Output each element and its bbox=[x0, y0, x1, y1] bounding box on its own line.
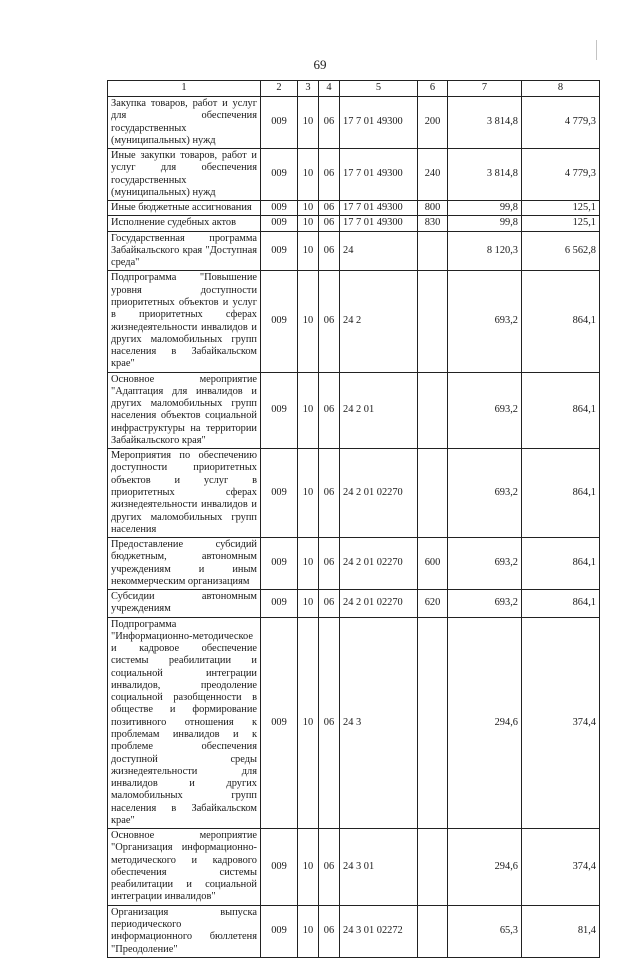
cell-col-4: 06 bbox=[319, 590, 340, 618]
page-number: 69 bbox=[313, 57, 327, 72]
cell-col-5: 24 2 01 02270 bbox=[340, 590, 418, 618]
cell-col-6 bbox=[418, 372, 448, 449]
cell-col-2: 009 bbox=[261, 905, 298, 957]
cell-col-6: 620 bbox=[418, 590, 448, 618]
budget-table bbox=[107, 80, 600, 958]
table-row bbox=[108, 216, 600, 231]
header-col-8: 8 bbox=[522, 81, 600, 97]
cell-name: Мероприятия по обеспечению доступности приоритетных объектов и услуг в приоритетных сферах жизнедеятельности инвалидов и других маломобильных групп населения bbox=[108, 449, 261, 538]
cell-col-5: 24 3 01 02272 bbox=[340, 905, 418, 957]
table-row bbox=[108, 617, 600, 829]
cell-col-2: 009 bbox=[261, 449, 298, 538]
cell-col-3: 10 bbox=[298, 149, 319, 201]
header-row bbox=[108, 81, 600, 97]
cell-col-8: 4 779,3 bbox=[522, 149, 600, 201]
table-row bbox=[108, 590, 600, 618]
cell-col-5: 24 2 01 02270 bbox=[340, 538, 418, 590]
cell-col-8: 4 779,3 bbox=[522, 97, 600, 149]
cell-col-3: 10 bbox=[298, 216, 319, 231]
cell-col-2: 009 bbox=[261, 216, 298, 231]
table-row bbox=[108, 271, 600, 372]
cell-col-8: 864,1 bbox=[522, 449, 600, 538]
cell-col-4: 06 bbox=[319, 97, 340, 149]
table-row bbox=[108, 231, 600, 271]
cell-name: Субсидии автономным учреждениям bbox=[108, 590, 261, 618]
header-col-5: 5 bbox=[340, 81, 418, 97]
cell-col-6 bbox=[418, 231, 448, 271]
cell-col-5: 24 bbox=[340, 231, 418, 271]
cell-col-5: 24 2 01 02270 bbox=[340, 449, 418, 538]
cell-name: Исполнение судебных актов bbox=[108, 216, 261, 231]
cell-col-3: 10 bbox=[298, 905, 319, 957]
cell-name: Государственная программа Забайкальского края "Доступная среда" bbox=[108, 231, 261, 271]
cell-name: Иные закупки товаров, работ и услуг для обеспечения государственных (муниципальных) нужд bbox=[108, 149, 261, 201]
cell-col-8: 864,1 bbox=[522, 372, 600, 449]
cell-name: Основное мероприятие "Адаптация для инвалидов и других маломобильных групп населения объектов социальной инфраструктуры на территории Забайкальского края" bbox=[108, 372, 261, 449]
cell-col-8: 374,4 bbox=[522, 617, 600, 829]
cell-col-7: 693,2 bbox=[448, 449, 522, 538]
cell-name: Предоставление субсидий бюджетным, автономным учреждениям и иным некоммерческим организациям bbox=[108, 538, 261, 590]
cell-col-4: 06 bbox=[319, 372, 340, 449]
cell-col-6: 200 bbox=[418, 97, 448, 149]
cell-col-2: 009 bbox=[261, 590, 298, 618]
table-body bbox=[108, 97, 600, 958]
scan-artifact-line bbox=[596, 40, 597, 60]
header-col-2: 2 bbox=[261, 81, 298, 97]
cell-col-4: 06 bbox=[319, 201, 340, 216]
cell-col-8: 6 562,8 bbox=[522, 231, 600, 271]
cell-col-6: 800 bbox=[418, 201, 448, 216]
cell-col-5: 17 7 01 49300 bbox=[340, 149, 418, 201]
cell-col-7: 3 814,8 bbox=[448, 149, 522, 201]
cell-col-8: 81,4 bbox=[522, 905, 600, 957]
cell-col-3: 10 bbox=[298, 538, 319, 590]
cell-col-5: 24 2 01 bbox=[340, 372, 418, 449]
cell-col-5: 17 7 01 49300 bbox=[340, 97, 418, 149]
cell-col-6 bbox=[418, 905, 448, 957]
header-col-6: 6 bbox=[418, 81, 448, 97]
cell-col-5: 17 7 01 49300 bbox=[340, 216, 418, 231]
cell-col-2: 009 bbox=[261, 538, 298, 590]
cell-col-4: 06 bbox=[319, 231, 340, 271]
cell-col-5: 24 2 bbox=[340, 271, 418, 372]
cell-col-3: 10 bbox=[298, 271, 319, 372]
cell-col-3: 10 bbox=[298, 617, 319, 829]
cell-col-4: 06 bbox=[319, 271, 340, 372]
cell-col-7: 65,3 bbox=[448, 905, 522, 957]
cell-col-7: 3 814,8 bbox=[448, 97, 522, 149]
cell-col-4: 06 bbox=[319, 216, 340, 231]
cell-col-3: 10 bbox=[298, 97, 319, 149]
table-row bbox=[108, 449, 600, 538]
cell-col-3: 10 bbox=[298, 201, 319, 216]
cell-name: Иные бюджетные ассигнования bbox=[108, 201, 261, 216]
header-col-1: 1 bbox=[108, 81, 261, 97]
cell-col-5: 17 7 01 49300 bbox=[340, 201, 418, 216]
cell-col-7: 693,2 bbox=[448, 271, 522, 372]
cell-col-7: 693,2 bbox=[448, 590, 522, 618]
cell-col-5: 24 3 bbox=[340, 617, 418, 829]
cell-col-7: 99,8 bbox=[448, 201, 522, 216]
cell-col-4: 06 bbox=[319, 149, 340, 201]
table-row bbox=[108, 905, 600, 957]
cell-col-2: 009 bbox=[261, 617, 298, 829]
cell-col-3: 10 bbox=[298, 449, 319, 538]
cell-col-4: 06 bbox=[319, 905, 340, 957]
cell-col-2: 009 bbox=[261, 97, 298, 149]
cell-col-4: 06 bbox=[319, 538, 340, 590]
table-row bbox=[108, 829, 600, 906]
cell-col-3: 10 bbox=[298, 231, 319, 271]
cell-col-3: 10 bbox=[298, 829, 319, 906]
header-col-7: 7 bbox=[448, 81, 522, 97]
table-row bbox=[108, 201, 600, 216]
table-row bbox=[108, 538, 600, 590]
cell-col-2: 009 bbox=[261, 149, 298, 201]
cell-col-6: 830 bbox=[418, 216, 448, 231]
cell-col-8: 864,1 bbox=[522, 590, 600, 618]
cell-col-8: 864,1 bbox=[522, 538, 600, 590]
cell-col-6: 240 bbox=[418, 149, 448, 201]
cell-col-7: 294,6 bbox=[448, 829, 522, 906]
cell-col-8: 125,1 bbox=[522, 216, 600, 231]
cell-col-4: 06 bbox=[319, 829, 340, 906]
table-row bbox=[108, 97, 600, 149]
header-col-4: 4 bbox=[319, 81, 340, 97]
cell-name: Закупка товаров, работ и услуг для обеспечения государственных (муниципальных) нужд bbox=[108, 97, 261, 149]
cell-col-2: 009 bbox=[261, 201, 298, 216]
cell-name: Подпрограмма "Повышение уровня доступности приоритетных объектов и услуг в приоритетных сферах жизнедеятельности инвалидов и других маломобильных групп населения в Забайкальском крае" bbox=[108, 271, 261, 372]
cell-col-8: 864,1 bbox=[522, 271, 600, 372]
cell-col-7: 693,2 bbox=[448, 538, 522, 590]
cell-col-5: 24 3 01 bbox=[340, 829, 418, 906]
cell-col-2: 009 bbox=[261, 271, 298, 372]
cell-col-7: 8 120,3 bbox=[448, 231, 522, 271]
cell-col-3: 10 bbox=[298, 590, 319, 618]
header-col-3: 3 bbox=[298, 81, 319, 97]
cell-col-7: 99,8 bbox=[448, 216, 522, 231]
cell-col-6 bbox=[418, 271, 448, 372]
cell-col-6 bbox=[418, 829, 448, 906]
cell-col-7: 294,6 bbox=[448, 617, 522, 829]
cell-col-8: 125,1 bbox=[522, 201, 600, 216]
cell-col-2: 009 bbox=[261, 231, 298, 271]
table-row bbox=[108, 372, 600, 449]
cell-name: Организация выпуска периодического информационного бюллетеня "Преодоление" bbox=[108, 905, 261, 957]
cell-col-6 bbox=[418, 617, 448, 829]
cell-col-2: 009 bbox=[261, 372, 298, 449]
cell-col-6 bbox=[418, 449, 448, 538]
cell-col-3: 10 bbox=[298, 372, 319, 449]
cell-col-6: 600 bbox=[418, 538, 448, 590]
cell-col-8: 374,4 bbox=[522, 829, 600, 906]
table-row bbox=[108, 149, 600, 201]
cell-col-7: 693,2 bbox=[448, 372, 522, 449]
cell-col-2: 009 bbox=[261, 829, 298, 906]
cell-name: Подпрограмма "Информационно-методическое и кадровое обеспечение системы реабилитации и социальной интеграции инвалидов, преодоление социальной разобщенности в обществе и формирование позитивного отношения к проблемам инвалидов и к проблеме обеспечения доступной среды жизнедеятельности для инвалидов и других маломобильных групп населения в Забайкальском крае" bbox=[108, 617, 261, 829]
cell-col-4: 06 bbox=[319, 449, 340, 538]
cell-col-4: 06 bbox=[319, 617, 340, 829]
cell-name: Основное мероприятие "Организация информационно-методического и кадрового обеспечения системы реабилитации и социальной интеграции инвалидов" bbox=[108, 829, 261, 906]
